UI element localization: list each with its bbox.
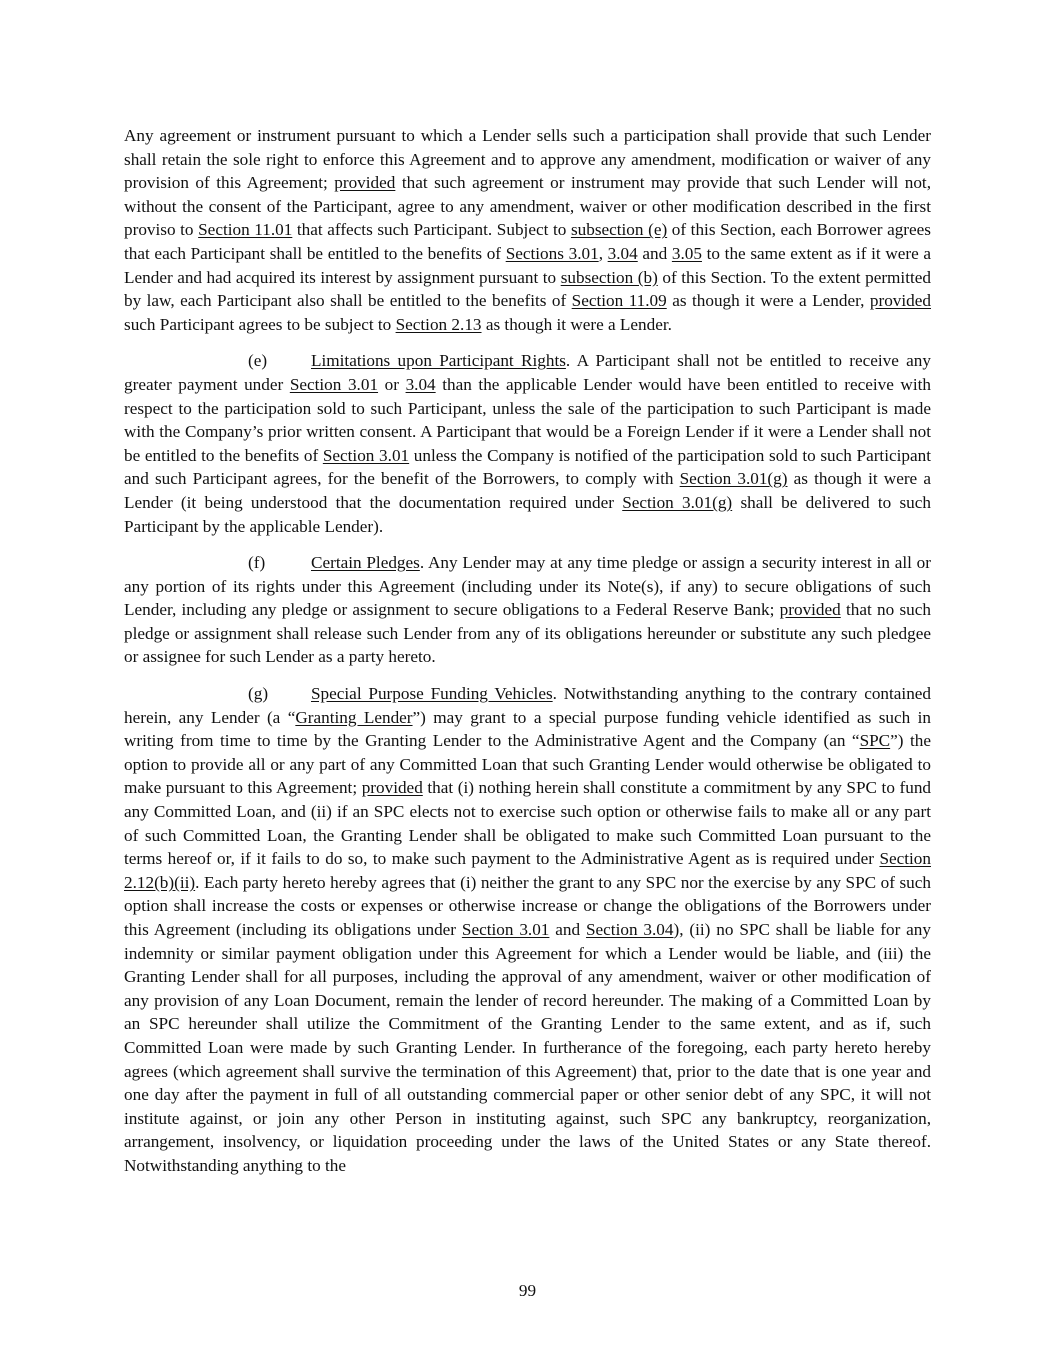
text-run: of this Section, each Borrower agrees that each Participant shall be entitled to the benefits of [124, 220, 931, 263]
cross-reference: 3.05 [671, 243, 702, 263]
heading-punctuation: . [565, 351, 577, 371]
cross-reference: Sections 3.01 [505, 243, 599, 263]
text-run: that affects such Participant. Subject to [292, 220, 571, 240]
text-run: and [637, 243, 672, 263]
text-run: that no such pledge or assignment shall release such Lender from any of its obligations hereunder or substitute any such pledgee or assignee for such Lender as a party hereto. [124, 600, 931, 667]
cross-reference: Section 2.13 [395, 314, 482, 334]
text-run: as though it were a Lender, [666, 291, 870, 311]
cross-reference: Section 2.12(b)(ii) [124, 849, 931, 892]
cross-reference: Section 3.01 [322, 445, 410, 465]
cross-reference: Section 11.01 [198, 220, 293, 240]
subsection-heading: Certain Pledges [311, 553, 420, 573]
subsection-f [124, 551, 931, 669]
heading-punctuation: . [552, 684, 564, 704]
cross-reference: provided [869, 291, 931, 311]
subsection-e [124, 349, 931, 538]
cross-reference: Section 3.04 [585, 920, 674, 939]
text-run: shall be delivered to such Participant by the applicable Lender). [124, 492, 931, 536]
subsection-heading: Special Purpose Funding Vehicles [311, 684, 553, 704]
subsection-number: (g) [248, 684, 269, 704]
subsection-heading: Limitations upon Participant Rights [311, 351, 566, 371]
text-run: as though it were a Lender. [481, 314, 672, 334]
cross-reference: Section 3.01 [461, 920, 550, 939]
cross-reference: Section 3.01(g) [679, 469, 788, 489]
cross-reference: Granting Lender [295, 707, 413, 727]
text-run: , [598, 243, 608, 263]
text-run: that (i) nothing herein shall constitute a commitment by any SPC to fund any Committed Loan, and (ii) if an SPC elects not to exercise such option or otherwise fails to make all or any part of such Committed Loan, the Granting Lender shall be obligated to make such Committed Loan pursuant to the terms hereof or, if it fails to do so, to make such payment to the Administrative Agent as is required under [124, 778, 932, 869]
cross-reference: 3.04 [607, 243, 638, 263]
cross-reference: 3.04 [405, 374, 436, 394]
subsection-g [124, 682, 931, 1177]
cross-reference: SPC [859, 731, 891, 751]
body-text [124, 124, 931, 1191]
heading-punctuation: . [419, 553, 428, 573]
page-number: 99 [518, 1281, 537, 1300]
text-run: to the same extent as if it were a Lender and had acquired its interest by assignment pursuant to [124, 243, 932, 287]
cross-reference: Section 11.09 [571, 291, 667, 311]
text-run: than the applicable Lender would have been entitled to receive with respect to the participation sold to such Participant, unless the sale of the participation to such Participant is made with the Company’s prior written consent. A Participant that would be a Foreign Lender if it were a Lender shall not be entitled to the benefits of [124, 374, 931, 465]
cross-reference: provided [334, 173, 396, 193]
cross-reference: provided [779, 600, 841, 620]
text-run: Any Lender may at any time pledge or assign a security interest in all or any portion of its rights under this Agreement (including under its Note(s), if any) to secure obligations of such Lender, including any pledge or assignment to secure obligations to a Federal Reserve Bank; [124, 553, 931, 620]
text-run: or [378, 374, 406, 394]
text-run: Notwithstanding anything to the contrary contained herein, any Lender (a “ [124, 684, 932, 727]
text-run: Any agreement or instrument pursuant to which a Lender sells such a participation shall provide that such Lender shall retain the sole right to enforce this Agreement and to approve any amendment, modification or waiver of any provision of this Agreement; [124, 126, 931, 193]
text-run: as though it were a Lender (it being understood that the documentation required under [124, 469, 931, 512]
text-run: that such agreement or instrument may provide that such Lender will not, without the consent of the Participant, agree to any amendment, waiver or other modification described in the first proviso to [124, 173, 932, 240]
subsection-number: (f) [248, 553, 266, 573]
text-run: and [549, 920, 586, 939]
cross-reference: subsection (e) [570, 220, 668, 240]
text-run: ), (ii) no SPC shall be liable for any indemnity or similar payment obligation under this Agreement for which a Lender would be liable, and (iii) the Granting Lender shall for all purposes, including the approval of any amendment, waiver or other modification of any provision of any Loan Document, remain the lender of record hereunder. The making of a Committed Loan by an SPC hereunder shall utilize the Commitment of the Granting Lender to the same extent, and as if, such Committed Loan were made by such Granting Lender. In furtherance of the foregoing, each party hereto hereby agrees (which agreement shall survive the termination of this Agreement) that, prior to the date that is one year and one day after the payment in full of all outstanding commercial paper or other senior debt of any SPC, it will not institute against, or join any other Person in instituting against, such SPC any bankruptcy, reorganization, arrangement, insolvency, or liquidation proceeding under the laws of the United States or any State thereof. Notwithstanding anything to the [124, 920, 931, 1175]
text-run: such Participant agrees to be subject to [124, 314, 396, 334]
text-run: A Participant shall not be entitled to receive any greater payment under [124, 351, 931, 394]
subsection-number: (e) [248, 351, 268, 371]
text-run: ”) may grant to a special purpose funding vehicle identified as such in writing from time to time by the Granting Lender to the Administrative Agent and the Company (an “ [124, 707, 932, 751]
text-run: ”) the option to provide all or any part of any Committed Loan that such Granting Lender would otherwise be obligated to make pursuant to this Agreement; [124, 731, 931, 798]
cross-reference: provided [361, 778, 423, 798]
paragraph-continuation [124, 124, 931, 336]
text-run: of this Section. To the extent permitted by law, each Participant also shall be entitled to the benefits of [124, 267, 931, 311]
cross-reference: Section 3.01 [289, 374, 379, 394]
text-run: unless the Company is notified of the participation sold to such Participant and such Participant agrees, for the benefit of the Borrowers, to comply with [124, 445, 931, 489]
text-run: . Each party hereto hereby agrees that (i) neither the grant to any SPC nor the exercise by any SPC of such option shall increase the costs or expenses or otherwise increase or change the obligations of the Borrowers under this Agreement (including its obligations under [124, 872, 931, 939]
cross-reference: subsection (b) [560, 267, 658, 287]
cross-reference: Section 3.01(g) [622, 492, 733, 512]
